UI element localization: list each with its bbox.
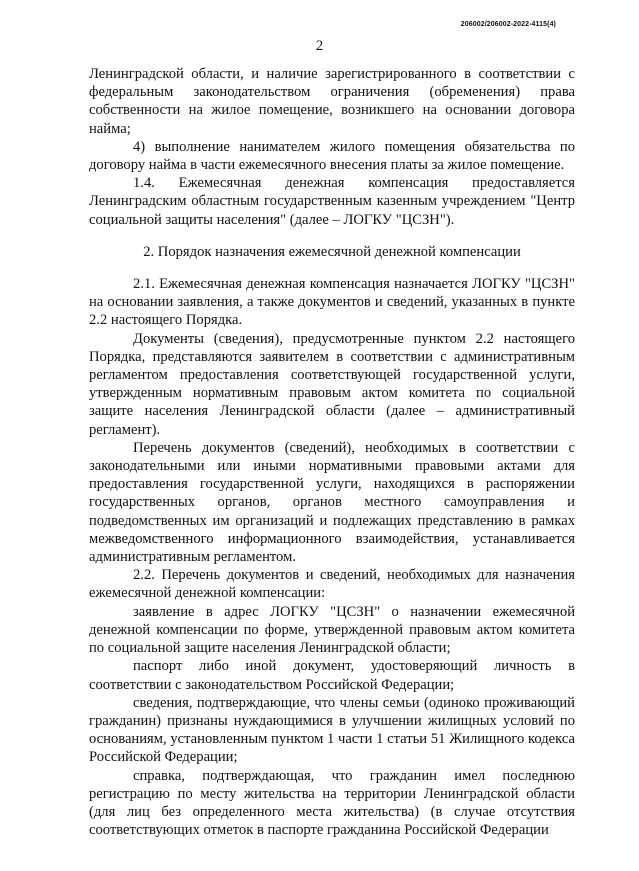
paragraph: 2.2. Перечень документов и сведений, необходимых для назначения ежемесячной денежной компенсации: [89,567,575,602]
paragraph: Перечень документов (сведений), необходимых в соответствии с законодательными или иными нормативными правовыми актами для предоставления государственной услуги, находящихся в распоряжении государственных органов, органов местного самоуправления и подведомственных им организаций и подлежащих представлению в рамках межведомственного информационного взаимодействия, устанавливается административным регламентом. [89,439,575,566]
paragraph: 2.1. Ежемесячная денежная компенсация назначается ЛОГКУ "ЦСЗН" на основании заявления, а также документов и сведений, указанных в пункте 2.2 настоящего Порядка. [89,276,575,329]
paragraph: сведения, подтверждающие, что члены семьи (одиноко проживающий гражданин) признаны нуждающимися в улучшении жилищных условий по основаниям, установленным пунктом 1 части 1 статьи 51 Жилищного кодекса Российской Федерации; [89,694,575,766]
paragraph: справка, подтверждающая, что гражданин имел последнюю регистрацию по месту жительства на территории Ленинградской области (для лиц без определенного места жительства) (в случае отсутствия соответствующих отметок в паспорте гражданина Российской Федерации [89,767,575,839]
paragraph: Ленинградской области, и наличие зарегистрированного в соответствии с федеральным законодательством ограничения (обременения) права собственности на жилое помещение, возникшего на основании договора найма; [89,66,575,137]
page-number: 2 [315,38,324,54]
document-body [89,65,575,839]
section-heading: 2. Порядок назначения ежемесячной денежной компенсации [143,243,521,260]
paragraph: Документы (сведения), предусмотренные пунктом 2.2 настоящего Порядка, представляются заявителем в соответствии с административным регламентом предоставления соответствующей государственной услуги, утвержденным нормативным правовым актом комитета по социальной защите населения Ленинградской области (далее – административный регламент). [89,330,575,438]
paragraph: паспорт либо иной документ, удостоверяющий личность в соответствии с законодательством Российской Федерации; [89,658,575,693]
paragraph: 1.4. Ежемесячная денежная компенсация предоставляется Ленинградским областным государственным казенным учреждением "Центр социальной защиты населения" (далее – ЛОГКУ "ЦСЗН"). [89,175,575,228]
paragraph: 4) выполнение нанимателем жилого помещения обязательства по договору найма в части ежемесячного внесения платы за жилое помещение. [89,138,575,174]
paragraph: заявление в адрес ЛОГКУ "ЦСЗН" о назначении ежемесячной денежной компенсации по форме, утвержденной правовым актом комитета по социальной защите населения Ленинградской области; [89,603,575,657]
document-registration-number: 206002/206002-2022-4115(4) [460,21,556,28]
